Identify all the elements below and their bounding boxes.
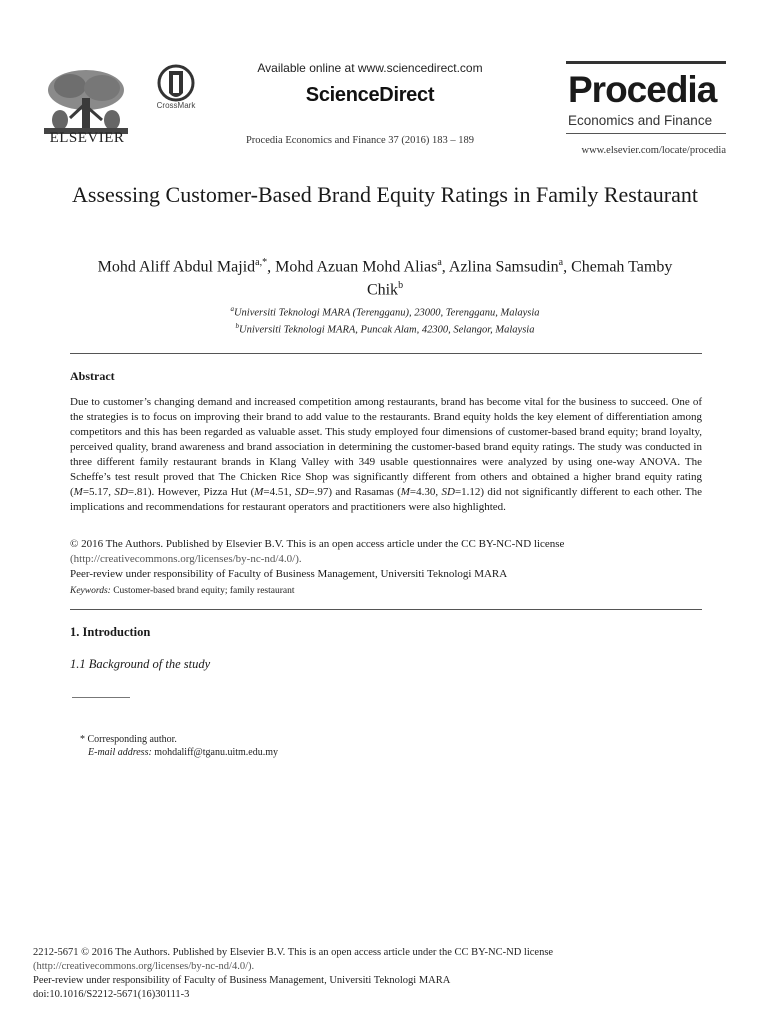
copyright-line: © 2016 The Authors. Published by Elsevier B.V. This is an open access article under the CC BY-NC-ND license [70, 538, 565, 550]
procedia-subtitle: Economics and Finance [568, 113, 713, 128]
keywords-line [70, 586, 295, 596]
copyright-block [70, 537, 702, 582]
procedia-top-rule [566, 61, 726, 64]
footer-peer-review: Peer-review under responsibility of Faculty of Business Management, Universiti Teknologi MARA [33, 975, 451, 986]
peer-review-line: Peer-review under responsibility of Faculty of Business Management, Universiti Teknologi MARA [70, 568, 508, 580]
journal-citation: Procedia Economics and Finance 37 (2016) 183 – 189 [245, 135, 475, 146]
procedia-logo: Procedia [568, 69, 717, 110]
footnote-corresponding: * Corresponding author. [80, 734, 177, 745]
author-name: Chemah Tamby Chik [366, 258, 673, 299]
keywords-label: Keywords: [70, 586, 111, 596]
author-sup: b [398, 280, 404, 292]
abstract-top-rule [70, 353, 702, 354]
crossmark-label: CrossMark [156, 101, 196, 110]
author-sup: a [437, 257, 442, 268]
author-sup: a [558, 257, 564, 268]
author-name: Mohd Aliff Abdul Majid [97, 258, 256, 276]
procedia-url-link[interactable]: www.elsevier.com/locate/procedia [581, 145, 726, 156]
subsection-heading: 1.1 Background of the study [70, 657, 211, 671]
footnote-rule [72, 697, 130, 698]
author-sup: a,* [255, 257, 268, 268]
page-footer [33, 946, 633, 1002]
abstract-text: Due to customer’s changing demand and increased competition among restaurants, brand has become vital for the business to succeed. One of the strategies is to focus on improving their brand to add value to the restaurants. Brand equity holds the key element of differentiation among competitors and this has been regarded as valuable asset. This study employed four dimensions of customer-based brand equity; brand loyalty, perceived quality, brand awareness and brand association in determining the customer-based brand equity ratings. The study was conducted in three different family restaurant brands in Klang Valley with 349 usable questionnaires were analyzed by using one-way ANOVA. The Scheffe’s test result proved that The Chicken Rice Shop was significantly different from others and obtained a higher brand equity rating (M=5.17, SD=.81). However, Pizza Hut (M=4.51, SD=.97) and Rasamas (M=4.30, SD=1.12) did not significantly different to each other. The implications and recommendations for restaurant operators and practitioners were also highlighted. [70, 396, 702, 513]
paper-title: Assessing Customer-Based Brand Equity Ratings in Family Restaurant [72, 182, 698, 207]
section-heading: 1. Introduction [70, 625, 151, 639]
procedia-divider [566, 133, 726, 134]
footer-license-link[interactable]: (http://creativecommons.org/licenses/by-nc-nd/4.0/). [33, 961, 255, 972]
sciencedirect-logo[interactable]: ScienceDirect [305, 84, 435, 106]
available-online-text[interactable]: Available online at www.sciencedirect.com [257, 61, 483, 75]
affiliations [80, 303, 690, 336]
footer-doi[interactable]: doi:10.1016/S2212-5671(16)30111-3 [33, 989, 190, 1000]
author-name: Azlina Samsudin [448, 258, 559, 276]
affiliation-b: $^b$Universiti Teknologi MARA, Puncak Alam, 42300, Selangor, Malaysia [235, 321, 535, 335]
license-link[interactable]: (http://creativecommons.org/licenses/by-nc-nd/4.0/). [70, 553, 302, 565]
affiliation-a: $^a$Universiti Teknologi MARA (Terengganu), 23000, Terengganu, Malaysia [230, 305, 540, 319]
keywords-value: Customer-based brand equity; family restaurant [113, 586, 295, 596]
author-name: Mohd Azuan Mohd Alias [275, 258, 438, 276]
email-link[interactable]: mohdaliff@tganu.uitm.edu.my [154, 747, 279, 758]
footnote-email: E-mail address: mohdaliff@tganu.uitm.edu.my [88, 747, 279, 758]
author-list: Mohd Aliff Abdul Majid$^{a,*}$, Mohd Azuan Mohd Alias$^a$, Azlina Samsudin$^a$, Chemah Tamby Chik$^b$ [97, 257, 673, 299]
elsevier-wordmark: ELSEVIER [49, 130, 125, 146]
footer-issn-line: 2212-5671 © 2016 The Authors. Published by Elsevier B.V. This is an open access article under the CC BY-NC-ND license [33, 947, 554, 958]
keywords-bottom-rule [70, 609, 702, 610]
abstract-heading: Abstract [70, 369, 115, 383]
